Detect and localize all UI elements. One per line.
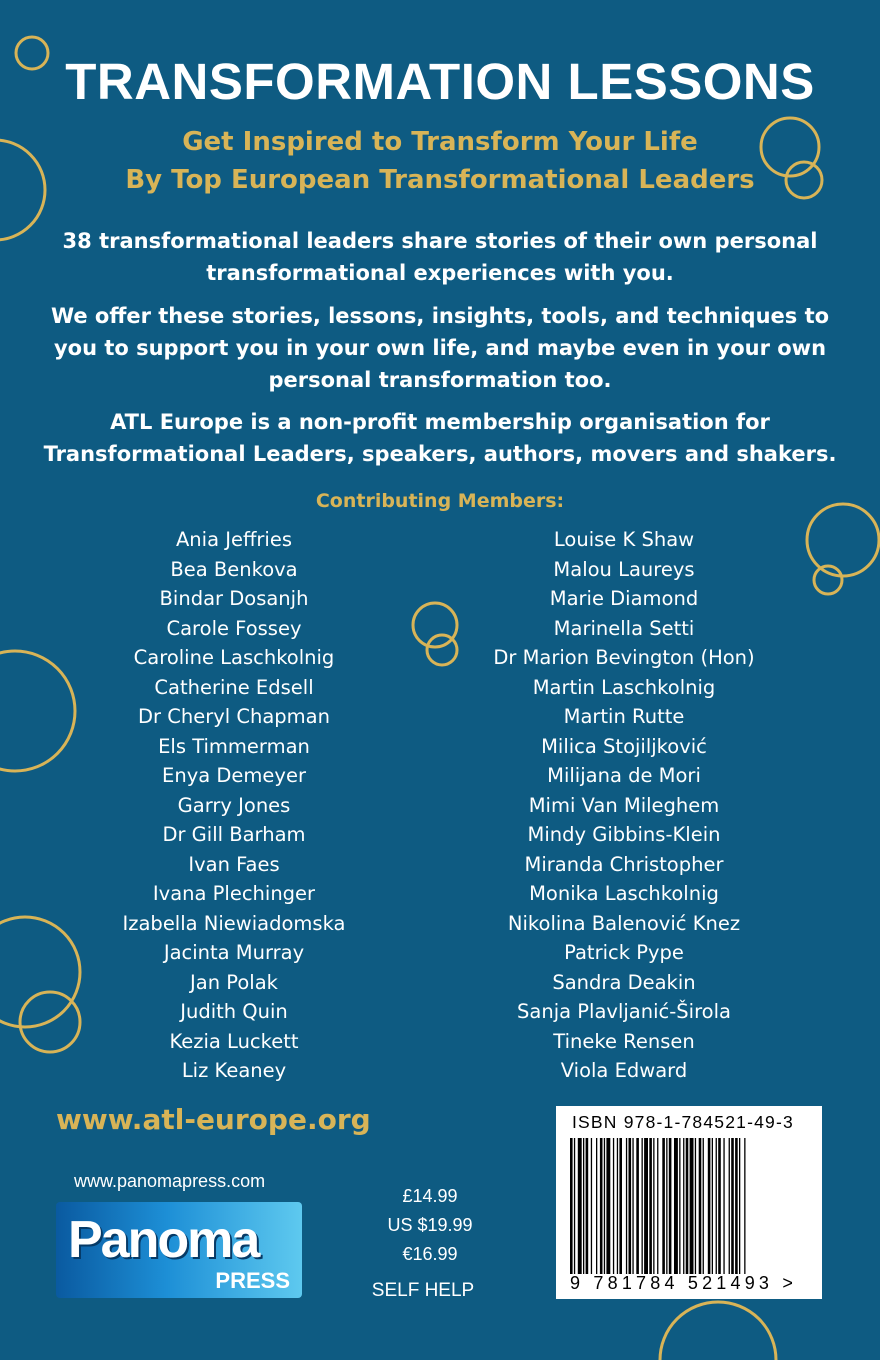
contributor-name: Martin Rutte — [563, 705, 685, 728]
intro-line-2: transformational experiences with you. — [206, 261, 674, 285]
barcode-bar — [642, 1138, 643, 1274]
circle-decoration — [427, 635, 457, 665]
contributor-name: Catherine Edsell — [154, 675, 314, 699]
barcode-bar — [731, 1138, 734, 1274]
barcode-bar — [578, 1138, 582, 1274]
barcode-bar — [674, 1138, 678, 1274]
atl-website-link[interactable]: www.atl-europe.org — [56, 1103, 371, 1136]
barcode-bar — [636, 1138, 639, 1274]
contributor-name: Garry Jones — [177, 793, 291, 817]
contributor-name: Monika Laschkolnig — [529, 882, 719, 905]
contributor-name: Dr Cheryl Chapman — [138, 705, 330, 728]
contributor-name: Bea Benkova — [170, 557, 298, 581]
contributor-name: Izabella Niewiadomska — [122, 911, 346, 935]
barcode-bar — [666, 1138, 667, 1274]
contributors-right-column — [474, 525, 774, 1086]
barcode-bar — [653, 1138, 654, 1274]
contributor-name: Ania Jeffries — [175, 528, 293, 551]
barcode-bar — [723, 1138, 724, 1274]
contributor-name: Marinella Setti — [553, 616, 695, 640]
barcode-bar — [591, 1138, 592, 1274]
contributor-name: Mindy Gibbins-Klein — [527, 823, 721, 846]
contributor-name: Ivan Faes — [188, 852, 280, 876]
contributor-name: Milica Stojiljković — [541, 734, 707, 758]
barcode-bar — [679, 1138, 680, 1274]
contributor-name: Caroline Laschkolnig — [133, 646, 335, 669]
barcode-bar — [632, 1138, 633, 1274]
barcode-bar — [574, 1138, 575, 1274]
genre-label: SELF HELP — [371, 1280, 475, 1301]
intro-paragraph — [40, 225, 840, 289]
barcode-bar — [586, 1138, 589, 1274]
contributor-name: Miranda Christopher — [524, 852, 724, 876]
contributor-name: Louise K Shaw — [553, 528, 695, 551]
contributor-name: Sandra Deakin — [552, 970, 696, 994]
circle-decoration — [814, 566, 842, 594]
barcode-bar — [606, 1138, 610, 1274]
barcode-bar — [729, 1138, 730, 1274]
barcode-bar — [690, 1138, 694, 1274]
price-usd: US $19.99 — [387, 1215, 473, 1235]
contributor-name: Carole Fossey — [166, 616, 302, 640]
contributor-name: Malou Laureys — [553, 557, 695, 581]
offer-line-3: personal transformation too. — [268, 368, 612, 392]
contributor-name: Liz Keaney — [181, 1059, 287, 1082]
circle-decoration — [0, 651, 75, 771]
atl-line-1: ATL Europe is a non-profit membership organisation for — [110, 410, 770, 434]
barcode-bar — [718, 1138, 721, 1274]
barcode-bar — [583, 1138, 584, 1274]
isbn-number: ISBN 978-1-784521-49-3 — [572, 1112, 794, 1132]
barcode-bar — [669, 1138, 672, 1274]
barcode-bar — [617, 1138, 618, 1274]
contributor-name: Dr Gill Barham — [162, 823, 306, 846]
offer-paragraph — [40, 300, 840, 396]
contributor-name: Jacinta Murray — [163, 941, 305, 964]
contributors-heading: Contributing Members: — [315, 490, 565, 512]
logo-subtext: PRESS — [215, 1268, 290, 1293]
barcode-bar — [619, 1138, 622, 1274]
subtitle-line-1: Get Inspired to Transform Your Life — [182, 127, 698, 157]
panoma-press-logo — [56, 1202, 302, 1298]
barcode-bar — [604, 1138, 605, 1274]
barcode-bar — [596, 1138, 597, 1274]
contributor-name: Mimi Van Mileghem — [528, 793, 720, 817]
circle-decoration — [0, 917, 80, 1027]
atl-paragraph — [40, 406, 840, 470]
intro-line-1: 38 transformational leaders share stories of their own personal — [62, 229, 818, 253]
circle-decoration — [413, 603, 457, 647]
contributor-name: Bindar Dosanjh — [159, 587, 309, 610]
contributor-name: Els Timmerman — [158, 734, 310, 758]
barcode-bar — [626, 1138, 627, 1274]
logo-wordmark: Panoma — [68, 1211, 259, 1269]
barcode-bar — [744, 1138, 745, 1274]
isbn-barcode — [556, 1106, 822, 1299]
barcode-bar — [657, 1138, 658, 1274]
contributor-name: Judith Quin — [180, 1000, 288, 1023]
contributor-name: Enya Demeyer — [162, 764, 306, 787]
barcode-bar — [683, 1138, 684, 1274]
contributor-name: Ivana Plechinger — [152, 882, 316, 905]
offer-line-1: We offer these stories, lessons, insights, tools, and techniques to — [50, 304, 830, 328]
contributor-name: Tineke Rensen — [553, 1029, 695, 1053]
barcode-bar — [613, 1138, 614, 1274]
contributor-name: Kezia Luckett — [169, 1029, 299, 1053]
barcode-bar — [629, 1138, 632, 1274]
contributor-name: Viola Edward — [560, 1059, 688, 1082]
circle-decoration — [660, 1302, 776, 1360]
barcode-bar — [703, 1138, 704, 1274]
atl-line-2: Transformational Leaders, speakers, authors, movers and shakers. — [43, 442, 837, 466]
subtitle-line-2: By Top European Transformational Leaders — [125, 165, 755, 195]
barcode-bar — [644, 1138, 648, 1274]
contributors-left-column — [84, 525, 384, 1086]
contributor-name: Martin Laschkolnig — [532, 675, 716, 699]
barcode-bar — [716, 1138, 717, 1274]
barcode-bar — [662, 1138, 665, 1274]
price-gbp: £14.99 — [402, 1186, 458, 1206]
contributor-name: Jan Polak — [190, 970, 278, 994]
barcode-bar — [735, 1138, 738, 1274]
barcode-bar — [649, 1138, 652, 1274]
offer-line-2: you to support you in your own life, and maybe even in your own — [53, 336, 827, 360]
barcode-bar — [699, 1138, 702, 1274]
barcode-bar — [570, 1138, 573, 1274]
circle-decoration — [807, 504, 879, 576]
publisher-website-link[interactable]: www.panomapress.com — [74, 1171, 266, 1191]
ean-digits: 9 781784 521493 > — [570, 1273, 798, 1293]
barcode-bar — [708, 1138, 711, 1274]
barcode-bar — [712, 1138, 713, 1274]
contributor-name: Nikolina Balenović Knez — [507, 911, 741, 935]
barcode-bars — [570, 1138, 808, 1274]
barcode-bar — [600, 1138, 603, 1274]
price-eur: €16.99 — [402, 1244, 458, 1264]
barcode-bar — [695, 1138, 696, 1274]
barcode-bar — [739, 1138, 740, 1274]
contributor-name: Milijana de Mori — [547, 764, 701, 787]
contributor-name: Marie Diamond — [549, 587, 699, 610]
barcode-bar — [686, 1138, 689, 1274]
contributor-name: Patrick Pype — [564, 941, 684, 964]
book-title: TRANSFORMATION LESSONS — [65, 53, 815, 110]
contributor-name: Dr Marion Bevington (Hon) — [493, 646, 755, 669]
contributor-name: Sanja Plavljanić-Širola — [517, 1000, 731, 1023]
